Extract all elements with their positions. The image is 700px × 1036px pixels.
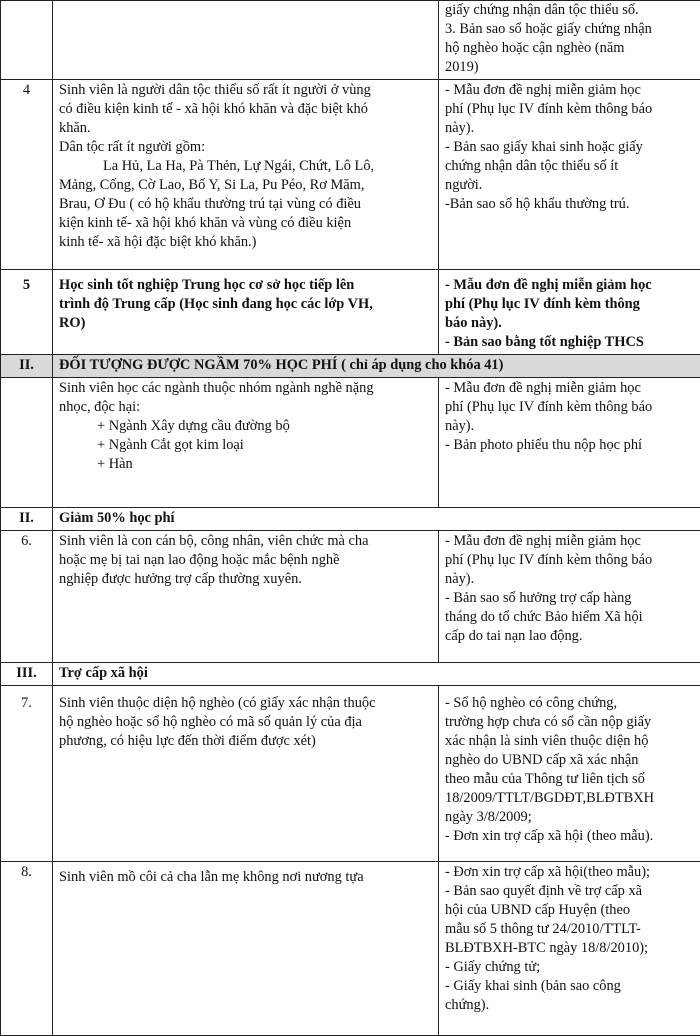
section-number: II.	[1, 355, 53, 378]
text-line: mẫu số 5 thông tư 24/2010/TTLT-	[445, 920, 694, 939]
text-line: - Giấy chứng tử;	[445, 958, 694, 977]
section-title: Trợ cấp xã hội	[53, 663, 700, 686]
text-line: Sinh viên học các ngành thuộc nhóm ngành nghề nặng	[59, 379, 432, 398]
text-line: cấp do tai nạn lao động.	[445, 627, 694, 646]
text-line: có điều kiện kinh tế - xã hội khó khăn và đặc biệt khó	[59, 100, 432, 119]
text-line: Sinh viên là con cán bộ, công nhân, viên chức mà cha	[59, 532, 432, 551]
text-line: La Hủ, La Ha, Pà Thẻn, Lự Ngái, Chứt, Lô Lô,	[103, 157, 432, 176]
text-line: - Mẫu đơn đề nghị miễn giảm học	[445, 532, 694, 551]
text-line: - Mẫu đơn đề nghị miễn giảm học	[445, 81, 694, 100]
text-line: phí (Phụ lục IV đính kèm thông báo	[445, 398, 694, 417]
section-number: III.	[1, 663, 53, 686]
text-line: này).	[445, 119, 694, 138]
text-line: - Sổ hộ nghèo có công chứng,	[445, 694, 694, 713]
text-line: này).	[445, 570, 694, 589]
section-header-social	[1, 663, 700, 686]
text-line: BLĐTBXH-BTC ngày 18/8/2010);	[445, 939, 694, 958]
row-documents	[439, 862, 700, 1036]
text-line: kiện kinh tế- xã hội khó khăn và vùng có điều kiện	[59, 214, 432, 233]
text-line: - Bản sao sổ hưởng trợ cấp hàng	[445, 589, 694, 608]
text-line: xác nhận là sinh viên thuộc diện hộ	[445, 732, 694, 751]
table-row-70	[1, 378, 700, 508]
text-line: theo mẫu của Thông tư liên tịch số	[445, 770, 694, 789]
text-line: hoặc mẹ bị tai nạn lao động hoặc mắc bệnh nghề	[59, 551, 432, 570]
section-title: ĐỐI TƯỢNG ĐƯỢC NGẦM 70% HỌC PHÍ ( chỉ áp dụng cho khóa 41)	[53, 355, 700, 378]
text-line: - Bản photo phiếu thu nộp học phí	[445, 436, 694, 455]
row-number: 8.	[1, 862, 53, 1036]
text-line: chứng nhận dân tộc thiểu số ít	[445, 157, 694, 176]
text-line: - Bản sao bằng tốt nghiệp THCS	[445, 333, 694, 352]
text-line: - Đơn xin trợ cấp xã hội(theo mẫu);	[445, 863, 694, 882]
text-line: phí (Phụ lục IV đính kèm thông	[445, 295, 694, 314]
text-line: Sinh viên mồ côi cả cha lẫn mẹ không nơi nương tựa	[59, 868, 432, 887]
row-description-cont	[59, 176, 432, 252]
text-line: nghèo do UBND cấp xã xác nhận	[445, 751, 694, 770]
section-title: Giảm 50% học phí	[53, 508, 700, 531]
text-line: 18/2009/TTLT/BGDĐT,BLĐTBXH	[445, 789, 694, 808]
text-line: hội của UBND cấp Huyện (theo	[445, 901, 694, 920]
text-line: phí (Phụ lục IV đính kèm thông báo	[445, 551, 694, 570]
section-header-70	[1, 355, 700, 378]
text-line: - Bản sao quyết định về trợ cấp xã	[445, 882, 694, 901]
row-number	[1, 378, 53, 508]
text-line: tháng do tổ chức Bảo hiểm Xã hội	[445, 608, 694, 627]
industry-list	[59, 417, 432, 474]
text-line: hộ nghèo hoặc cận nghèo (năm	[445, 39, 694, 58]
text-line: Brau, Ơ Đu ( có hộ khẩu thường trú tại vùng có điều	[59, 195, 432, 214]
text-line: phí (Phụ lục IV đính kèm thông báo	[445, 100, 694, 119]
text-line: + Hàn	[97, 455, 432, 474]
table-row-8	[1, 862, 700, 1036]
text-line: trình độ Trung cấp (Học sinh đang học các lớp VH,	[59, 295, 432, 314]
text-line: RO)	[59, 314, 432, 333]
row-number: 5	[1, 270, 53, 355]
section-header-50	[1, 508, 700, 531]
text-line: + Ngành Cắt gọt kim loại	[97, 436, 432, 455]
row-number: 4	[1, 80, 53, 270]
table-row-7	[1, 686, 700, 862]
text-line: Dân tộc rất ít người gồm:	[59, 138, 432, 157]
row-documents	[439, 270, 700, 355]
text-line: ngày 3/8/2009;	[445, 808, 694, 827]
row-documents	[439, 531, 700, 663]
row-description	[53, 686, 439, 862]
text-line: - Mẫu đơn đề nghị miễn giảm học	[445, 379, 694, 398]
text-line: báo này).	[445, 314, 694, 333]
section-number: II.	[1, 508, 53, 531]
text-line: giấy chứng nhận dân tộc thiểu số.	[445, 1, 694, 20]
text-line: này).	[445, 417, 694, 436]
text-line: + Ngành Xây dựng cầu đường bộ	[97, 417, 432, 436]
text-line: phương, có hiệu lực đến thời điểm được xét)	[59, 732, 432, 751]
table-row-6	[1, 531, 700, 663]
text-line: Sinh viên thuộc diện hộ nghèo (có giấy xác nhận thuộc	[59, 694, 432, 713]
table-row-4	[1, 80, 700, 270]
text-line: Sinh viên là người dân tộc thiểu số rất ít người ở vùng	[59, 81, 432, 100]
text-line: hộ nghèo hoặc sổ hộ nghèo có mã số quản lý của địa	[59, 713, 432, 732]
text-line: - Mẫu đơn đề nghị miễn giảm học	[445, 276, 694, 295]
row-description	[53, 270, 439, 355]
row-description	[53, 1, 439, 80]
text-line: chứng).	[445, 996, 694, 1015]
text-line: 2019)	[445, 58, 694, 77]
row-description	[53, 80, 439, 270]
text-line: nhọc, độc hại:	[59, 398, 432, 417]
row-description	[53, 862, 439, 1036]
row-documents	[439, 378, 700, 508]
text-line: khăn.	[59, 119, 432, 138]
row-number: 6.	[1, 531, 53, 663]
row-number: 7.	[1, 686, 53, 862]
row-documents	[439, 686, 700, 862]
row-number	[1, 1, 53, 80]
text-line: nghiệp được hưởng trợ cấp thường xuyên.	[59, 570, 432, 589]
row-description	[53, 531, 439, 663]
text-line: -Bản sao sổ hộ khẩu thường trú.	[445, 195, 694, 214]
text-line: người.	[445, 176, 694, 195]
table-row-continued	[1, 1, 700, 80]
text-line: - Đơn xin trợ cấp xã hội (theo mẫu).	[445, 827, 694, 846]
text-line: Mảng, Cống, Cờ Lao, Bố Y, Si La, Pu Péo, Rơ Măm,	[59, 176, 432, 195]
row-documents	[439, 80, 700, 270]
table-row-5	[1, 270, 700, 355]
text-line: Học sinh tốt nghiệp Trung học cơ sở học tiếp lên	[59, 276, 432, 295]
row-description	[53, 378, 439, 508]
text-line: 3. Bản sao sổ hoặc giấy chứng nhận	[445, 20, 694, 39]
text-line: kinh tế- xã hội đặc biệt khó khăn.)	[59, 233, 432, 252]
text-line: - Bản sao giấy khai sinh hoặc giấy	[445, 138, 694, 157]
text-line: - Giấy khai sinh (bản sao công	[445, 977, 694, 996]
row-documents	[439, 1, 700, 80]
text-line: trường hợp chưa có sổ cần nộp giấy	[445, 713, 694, 732]
